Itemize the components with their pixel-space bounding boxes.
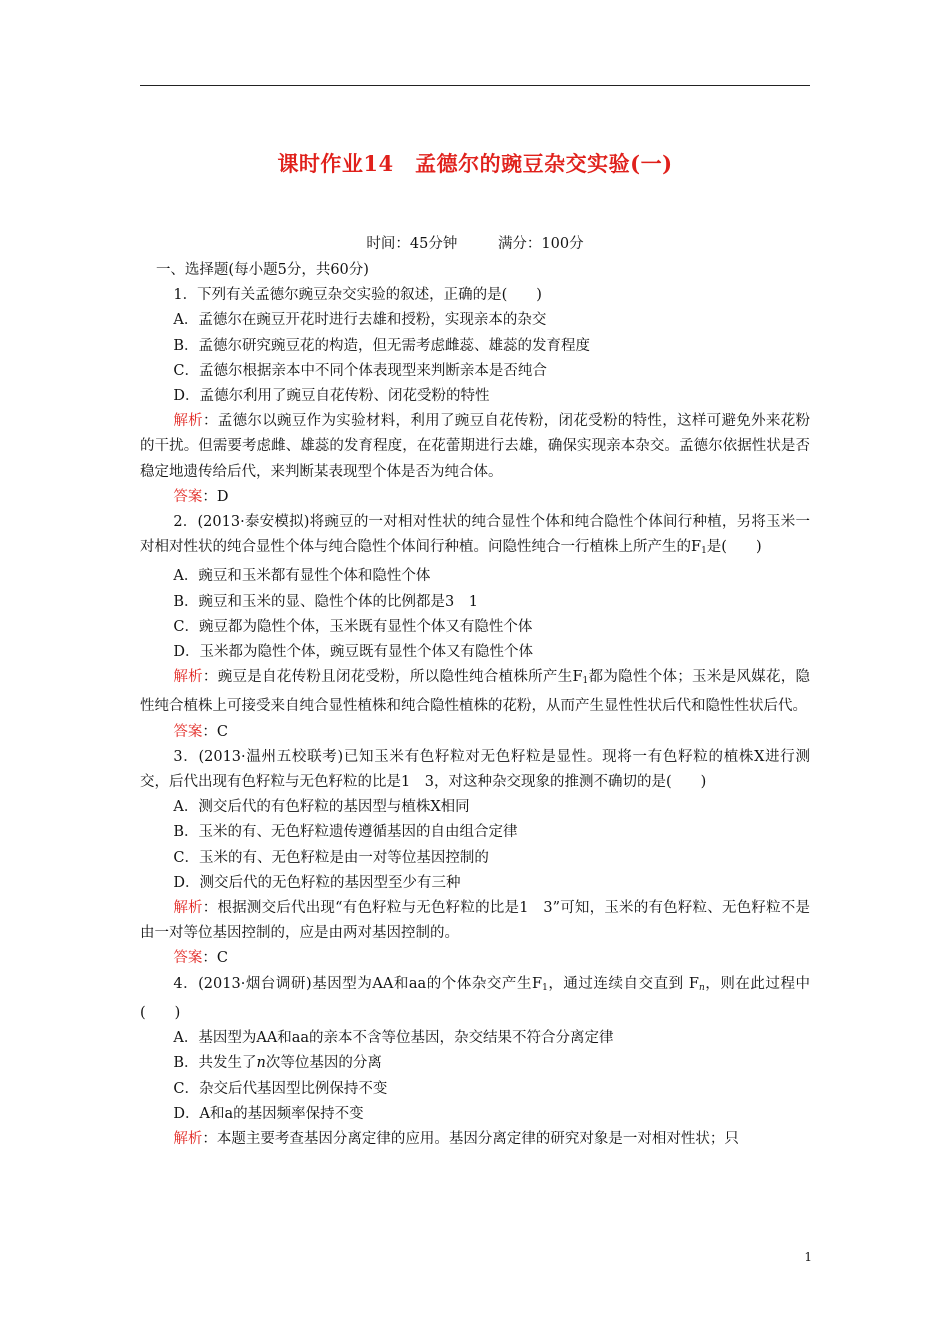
q4-option-c: C．杂交后代基因型比例保持不变 — [173, 1080, 388, 1097]
q2-stem-text: 2．(2013·泰安模拟)将豌豆的一对相对性状的纯合显性个体和纯合隐性个体间行种植，另将玉米一对相对性状的纯合显性个体与纯合隐性个体间行种植。问隐性纯合一行植株上所产生的F — [140, 514, 810, 556]
q3-answer-value: ：C — [202, 950, 228, 967]
page-number: 1 — [804, 1250, 812, 1264]
header-rule — [140, 85, 810, 86]
q4-analysis — [140, 1127, 810, 1152]
q4-stem-tail: ，则在此过程中( ) — [140, 975, 811, 1021]
q2-analysis-tail: 都为隐性个体；玉米是风媒花，隐性纯合植株上可接受来自纯合显性植株和纯合隐性植株的花粉，从而产生显性性状后代和隐性性状后代。 — [140, 669, 811, 715]
time-limit: 时间：45分钟 — [366, 236, 458, 252]
q4-stem-n: n — [698, 982, 705, 993]
q4-option-b-text: B．共发生了 — [173, 1055, 257, 1072]
section-heading: 一、选择题(每小题5分，共60分) — [155, 262, 369, 278]
q2-analysis — [140, 665, 810, 719]
exam-meta — [0, 232, 950, 253]
q2-stem-tail: 是( ) — [706, 539, 762, 556]
q1-stem: 1．下列有关孟德尔豌豆杂交实验的叙述，正确的是( ) — [173, 287, 542, 304]
q3-analysis — [140, 896, 810, 946]
q1-answer — [140, 485, 810, 510]
analysis-label: 解析 — [173, 1130, 203, 1147]
q3-option-a: A．测交后代的有色籽粒的基因型与植株X相同 — [173, 799, 470, 816]
page-title: 课时作业14 孟德尔的豌豆杂交实验(一) — [277, 151, 673, 176]
q4-stem — [140, 972, 810, 1026]
q3-option-c: C．玉米的有、无色籽粒是由一对等位基因控制的 — [173, 849, 489, 866]
q4-option-b-tail: 次等位基因的分离 — [265, 1055, 382, 1072]
q3-answer — [140, 946, 810, 971]
q4-option-a: A．基因型为AA和aa的亲本不含等位基因，杂交结果不符合分离定律 — [173, 1030, 614, 1047]
q1-answer-value: ：D — [202, 488, 229, 505]
q2-option-d: D．玉米都为隐性个体，豌豆既有显性个体又有隐性个体 — [173, 644, 533, 661]
q4-option-d: D．A和a的基因频率保持不变 — [173, 1105, 364, 1122]
document-body — [140, 258, 810, 1152]
q1-option-c: C．孟德尔根据亲本中不同个体表现型来判断亲本是否纯合 — [173, 362, 547, 379]
q2-analysis-text: ：豌豆是自花传粉且闭花受粉，所以隐性纯合植株所产生F — [202, 669, 583, 686]
analysis-label: 解析 — [173, 669, 203, 686]
q2-option-c: C．豌豆都为隐性个体，玉米既有显性个体又有隐性个体 — [173, 618, 533, 635]
q1-analysis — [140, 409, 810, 485]
q2-answer-value: ：C — [202, 723, 228, 740]
q3-option-b: B．玉米的有、无色籽粒遗传遵循基因的自由组合定律 — [173, 824, 518, 841]
full-score: 满分：100分 — [497, 236, 584, 252]
q1-option-d: D．孟德尔利用了豌豆自花传粉、闭花受粉的特性 — [173, 388, 490, 405]
q2-stem — [140, 510, 810, 564]
q4-stem-mid: ，通过连续自交直到 F — [547, 975, 699, 992]
analysis-label: 解析 — [173, 413, 203, 430]
q4-option-b — [140, 1051, 810, 1076]
analysis-label: 解析 — [173, 900, 203, 917]
q2-option-b: B．豌豆和玉米的显、隐性个体的比例都是3 1 — [173, 593, 478, 610]
q3-option-d: D．测交后代的无色籽粒的基因型至少有三种 — [173, 874, 461, 891]
q1-option-b: B．孟德尔研究豌豆花的构造，但无需考虑雌蕊、雄蕊的发育程度 — [173, 337, 590, 354]
q2-analysis-subscript: 1 — [582, 676, 589, 687]
q1-analysis-text: ：孟德尔以豌豆作为实验材料，利用了豌豆自花传粉，闭花受粉的特性，这样可避免外来花粉的干扰。但需要考虑雌、雄蕊的发育程度，在花蕾期进行去雄，确保实现亲本杂交。孟德尔依据性状是否稳定地遗传给后代，来判断某表现型个体是否为纯合体。 — [140, 413, 811, 480]
q2-answer — [140, 720, 810, 745]
q3-analysis-text: ：根据测交后代出现“有色籽粒与无色籽粒的比是1 3”可知，玉米的有色籽粒、无色籽粒不是由一对等位基因控制的，应是由两对基因控制的。 — [140, 900, 811, 942]
q2-option-a: A．豌豆和玉米都有显性个体和隐性个体 — [173, 568, 431, 585]
q4-option-b-n: n — [256, 1055, 266, 1072]
answer-label: 答案 — [173, 723, 203, 740]
answer-label: 答案 — [173, 950, 203, 967]
q1-option-a: A．孟德尔在豌豆开花时进行去雄和授粉，实现亲本的杂交 — [173, 312, 547, 329]
answer-label: 答案 — [173, 488, 203, 505]
q3-stem: 3．(2013·温州五校联考)已知玉米有色籽粒对无色籽粒是显性。现将一有色籽粒的植株X进行测交，后代出现有色籽粒与无色籽粒的比是1 3，对这种杂交现象的推测不确切的是( ) — [140, 748, 810, 791]
q2-stem-subscript: 1 — [701, 546, 707, 557]
q4-analysis-text: ：本题主要考查基因分离定律的应用。基因分离定律的研究对象是一对相对性状；只 — [202, 1130, 739, 1147]
q4-stem-subscript: 1 — [542, 982, 548, 993]
q4-stem-text: 4．(2013·烟台调研)基因型为AA和aa的个体杂交产生F — [173, 975, 543, 992]
